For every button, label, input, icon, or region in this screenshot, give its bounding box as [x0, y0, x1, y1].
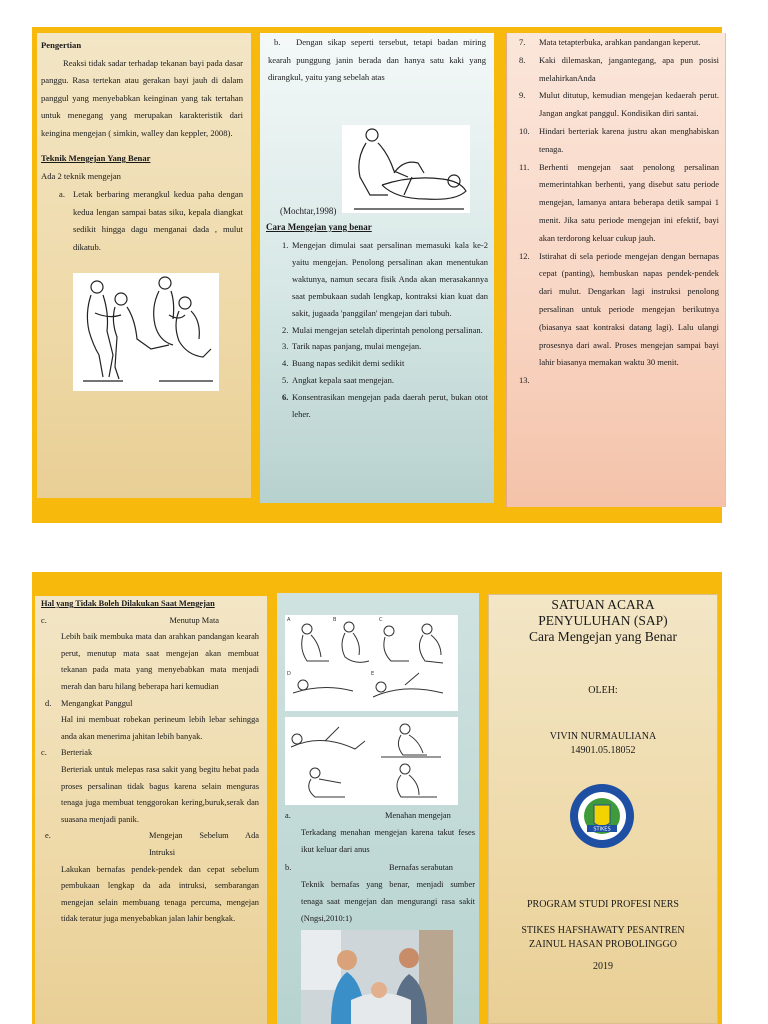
definition-heading: Pengertian	[41, 40, 82, 50]
step-number: 13.	[519, 375, 530, 386]
list-item	[268, 338, 488, 355]
cover-subtitle: Cara Mengejan yang Benar	[528, 629, 678, 644]
technique-b-text: Dengan sikap seperti tersebut, tetapi badan miring kearah punggung janin berada dan hanya satu kaki yang dirangkul, yaitu yang sebelah atas	[268, 37, 486, 82]
cover-author: VIVIN NURMAULIANA	[549, 731, 657, 742]
step-number: 8.	[519, 54, 526, 65]
breathing-panel	[277, 593, 479, 1024]
list-item	[515, 52, 719, 88]
step-text: Angkat kepala saat mengejan.	[292, 375, 394, 386]
technique-heading: Teknik Mengejan Yang Benar	[41, 153, 151, 163]
technique-item-a	[41, 186, 243, 256]
svg-text:D: D	[287, 671, 291, 677]
list-item	[515, 248, 719, 373]
step-text: Mulut ditutup, kemudian mengejan kedaerah perut. Jangan angkat panggul. Kondisikan diri santai.	[539, 90, 719, 119]
item-title: Bernafas serabutan	[389, 862, 453, 872]
step-text: Konsentrasikan mengejan pada daerah perut, bukan otot leher.	[292, 392, 488, 420]
step-number: 10.	[519, 125, 530, 136]
how-steps-list	[268, 237, 488, 423]
definition-text: Reaksi tidak sadar terhadap tekanan bayi pada dasar panggu. Rasa tertekan atau gerakan bayi jauh di dalam panggul yang menyebabkan keinginan yang tak tertahan untuk menegang yang merupakan karakteristik dari keingina mengejan ( simkin, walley dan keppler, 2008).	[41, 57, 243, 138]
illustration-positions-grid	[285, 615, 458, 711]
item-title: Menutup Mata	[169, 615, 219, 625]
technique-b-marker: b.	[274, 37, 281, 47]
list-item	[285, 807, 475, 859]
list-item	[515, 34, 719, 52]
breathing-list	[285, 807, 475, 927]
list-item	[268, 322, 488, 339]
item-title: Berteriak	[61, 748, 93, 758]
cover-school-line-2: ZAINUL HASAN PROBOLINGGO	[529, 939, 677, 950]
item-text: Terkadang menahan mengejan karena takut feses ikut keluar dari anus	[301, 828, 475, 855]
cover-title-line-2: PENYULUHAN (SAP)	[538, 613, 668, 628]
step-number: 7.	[519, 37, 526, 47]
cover-school-line-1: STIKES HAFSHAWATY PESANTREN	[521, 925, 685, 936]
donts-heading: Hal yang Tidak Boleh Dilakukan Saat Mengejan	[41, 599, 215, 608]
steps-continued-panel	[506, 33, 726, 507]
step-number: 12.	[519, 250, 530, 261]
method-panel	[260, 33, 494, 503]
list-item	[515, 159, 719, 248]
technique-item-b	[268, 34, 486, 87]
technique-intro: Ada 2 teknik mengejan	[41, 170, 121, 181]
item-title: Mengangkat Panggul	[61, 698, 133, 708]
step-text: Kaki dilemaskan, jangantegang, apa pun posisi melahirkanAnda	[539, 54, 719, 83]
list-item	[515, 123, 719, 159]
step-number: 3.	[282, 341, 289, 352]
donts-panel	[35, 596, 267, 1024]
list-item	[41, 696, 259, 746]
step-text: Mata tetapterbuka, arahkan pandangan keperut.	[539, 37, 701, 47]
list-item	[268, 372, 488, 389]
item-marker: c.	[41, 748, 47, 758]
cover-year: 2019	[593, 961, 613, 972]
cover-nim: 14901.05.18052	[570, 745, 636, 756]
step-number: 5.	[282, 375, 289, 386]
how-heading: Cara Mengejan yang benar	[266, 222, 372, 232]
technique-a-marker: a.	[59, 189, 65, 199]
item-marker: a.	[285, 811, 291, 820]
list-item	[41, 828, 259, 928]
list-item	[268, 389, 488, 423]
svg-text:A: A	[287, 617, 291, 623]
step-number: 2.	[282, 324, 289, 335]
list-item	[41, 745, 259, 828]
cover-panel	[488, 594, 718, 1024]
illustration-pushing-position	[342, 125, 470, 213]
illustration-positions-grid-2	[285, 717, 458, 805]
svg-text:C: C	[379, 617, 383, 623]
item-title: Menahan mengejan	[385, 811, 451, 820]
list-item	[268, 355, 488, 372]
item-text: Berteriak untuk melepas rasa sakit yang begitu hebat pada proses persalinan tidak bagus karena selain menguras tenaga juga membuat tenggorokan kering,buruk,serak dan suasana menjadi panik.	[61, 764, 259, 824]
list-item	[268, 237, 488, 322]
item-text: Lakukan bernafas pendek-pendek dan cepat sebelum pembukaan lengkap da ada intruksi, sembarangan mengejan selain membuang tenaga percuma, mengejan tidak teratur juga menyebabkan jalan lahir bengkak.	[61, 864, 259, 924]
step-text: Berhenti mengejan saat penolong persalinan memerintahkan berhenti, yang disebut satu periode mengejan, lamanya antara beberapa detik sampai 1 menit. Jika satu periode mengejan ini efektif, bayi akan terdorong keluar cukup jauh.	[539, 161, 719, 243]
cover-title-line-1: SATUAN ACARA	[551, 597, 655, 612]
svg-text:B: B	[333, 617, 337, 623]
cover-program: PROGRAM STUDI PROFESI NERS	[527, 899, 679, 910]
step-text: Hindari berteriak karena justru akan menghabiskan tenaga.	[539, 125, 719, 154]
step-text: Buang napas sedikit demi sedikit	[292, 358, 405, 369]
illustration-sitting-position	[73, 273, 219, 391]
item-text: Hal ini membuat robekan perineum lebih lebar sehingga anda akan menerima jahitan lebih banyak.	[61, 715, 259, 741]
item-text: Lebih baik membuka mata dan arahkan pandangan kearah perut, menutup mata saat mengejan akan membuat tekanan pada mata yang menyebabkan mata menjadi merah dan baru hilang beberapa hari kemudian	[61, 632, 259, 691]
item-title: Mengejan Sebelum Ada Intruksi	[149, 831, 259, 857]
item-text: Teknik bernafas yang benar, menjadi sumber tenaga saat mengejan dan mengurangi rasa sakit (Nngsi,2010:1)	[301, 879, 475, 924]
college-logo	[567, 783, 637, 849]
photo-delivery-room	[301, 930, 453, 1024]
step-text: Mengejan dimulai saat persalinan memasuki kala ke-2 yaitu mengejan. Penolong persalinan akan menentukan waktunya, namun secara fisik Anda akan merasakannya saat pembukaan sudah lengkap, kontraksi kian kuat dan sakit, jugaada 'panggilan' mengejan dari tubuh.	[292, 240, 488, 318]
item-marker: b.	[285, 862, 292, 872]
list-item	[285, 859, 475, 928]
item-marker: d.	[45, 698, 52, 708]
step-text: Istirahat di sela periode mengejan dengan bernapas cepat (panting), hembuskan napas pendek-pendek dari mulut. Dengarkan lagi instruksi penolong persalinan untuk periode mengejan berikutnya (biasanya saat kontraksi datang lagi). Lalu ulangi prosesnya dari awal. Proses mengejan sampai bayi lahir biasanya memakan waktu 30 menit.	[539, 250, 719, 368]
definition-panel	[37, 33, 251, 498]
step-number: 11.	[519, 161, 530, 172]
technique-a-text: Letak berbaring merangkul kedua paha dengan kedua lengan sampai batas siku, kepala diangkat sedikit hingga dagu menganai dada , mulut dikatub.	[73, 189, 243, 252]
svg-text:E: E	[371, 671, 375, 677]
step-number: 4.	[282, 358, 289, 369]
step-number: 1.	[282, 240, 289, 250]
technique-citation: (Mochtar,1998)	[280, 206, 337, 216]
step-text: Mulai mengejan setelah diperintah penolong persalinan.	[292, 324, 483, 335]
list-item	[41, 613, 259, 696]
step-number: 9.	[519, 90, 526, 101]
item-marker: c.	[41, 615, 47, 625]
step-number: 6.	[282, 392, 289, 403]
step-text: Tarik napas panjang, mulai mengejan.	[292, 341, 422, 352]
cover-by-label: OLEH:	[588, 685, 618, 696]
item-marker: e.	[45, 831, 51, 841]
list-item	[515, 87, 719, 123]
logo-text: STIKES	[593, 826, 611, 833]
